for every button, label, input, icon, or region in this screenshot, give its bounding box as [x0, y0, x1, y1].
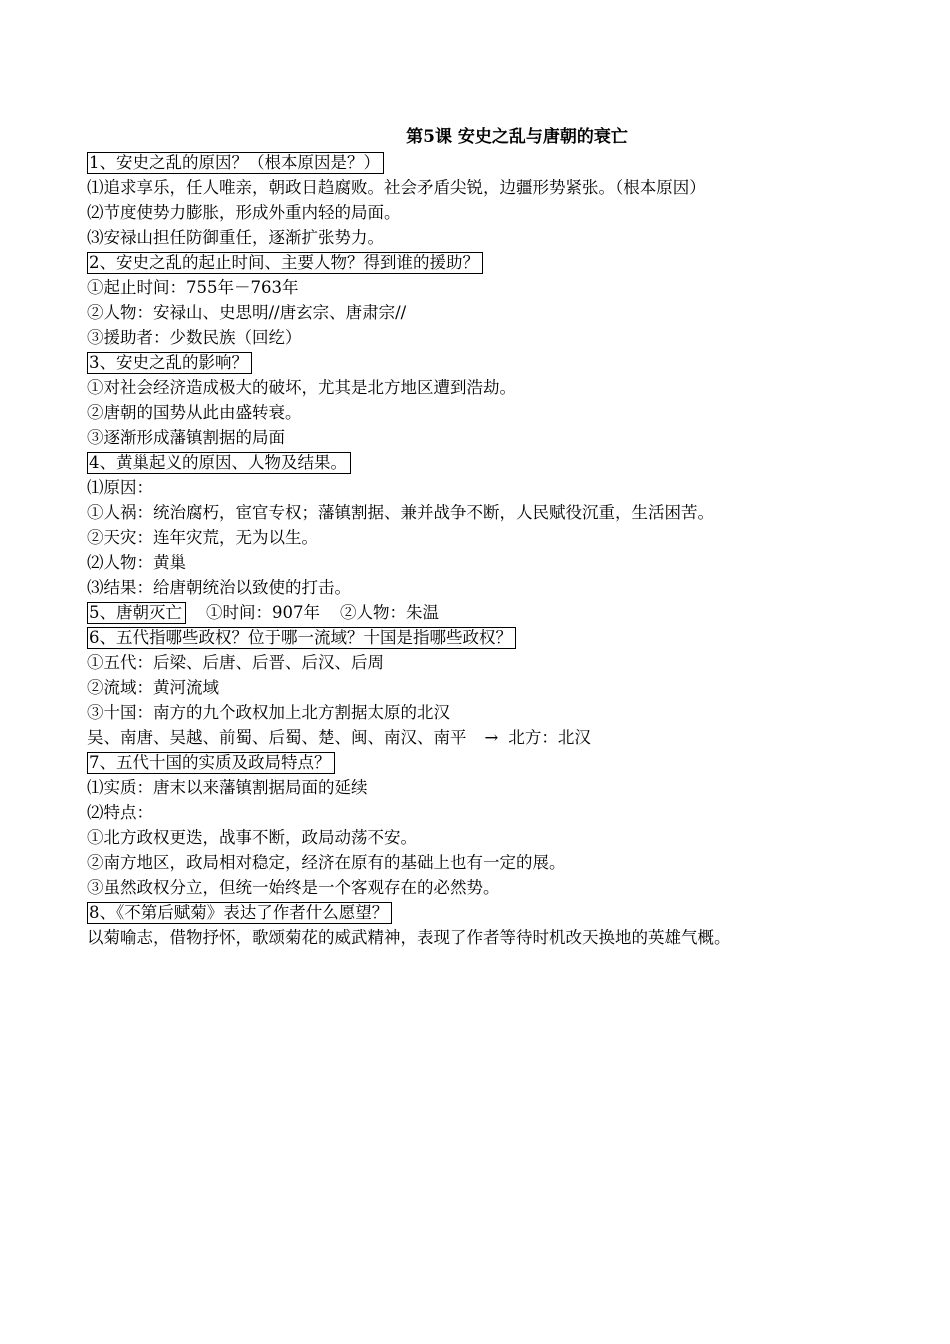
answer-line: ③虽然政权分立，但统一始终是一个客观存在的必然势。 — [87, 878, 500, 897]
page-title: 第5课 安史之乱与唐朝的衰亡 — [406, 127, 628, 147]
fall-person: ②人物：朱温 — [340, 603, 439, 622]
answer-line: ⑴追求享乐，任人唯亲，朝政日趋腐败。社会矛盾尖锐，边疆形势紧张。（根本原因） — [87, 178, 706, 197]
kingdoms-line — [87, 725, 867, 750]
fall-time: ①时间：907年 — [206, 603, 320, 622]
answer-line: ①人祸：统治腐朽，宦官专权；藩镇割据、兼并战争不断，人民赋役沉重，生活困苦。 — [87, 503, 714, 522]
question-5 — [87, 600, 867, 625]
question-box: 8、《不第后赋菊》表达了作者什么愿望？ — [87, 902, 392, 924]
answer-line: ⑴原因： — [87, 478, 153, 497]
answer-line: ⑴实质：唐末以来藩镇割据局面的延续 — [87, 778, 368, 797]
answer-line: ②唐朝的国势从此由盛转衰。 — [87, 403, 302, 422]
question-8 — [87, 900, 867, 925]
answer-line: ①五代：后梁、后唐、后晋、后汉、后周 — [87, 653, 384, 672]
answer-line: ②天灾：连年灾荒，无为以生。 — [87, 528, 318, 547]
answer-line: 以菊喻志，借物抒怀，歌颂菊花的威武精神，表现了作者等待时机改天换地的英雄气概。 — [87, 928, 731, 947]
question-box: 7、五代十国的实质及政局特点？ — [87, 752, 335, 774]
question-box: 3、安史之乱的影响？ — [87, 352, 252, 374]
northern-kingdom: 北方：北汉 — [508, 728, 591, 747]
question-box: 4、黄巢起义的原因、人物及结果。 — [87, 452, 351, 474]
answer-line: ⑶安禄山担任防御重任，逐渐扩张势力。 — [87, 228, 384, 247]
answer-line: ⑵节度使势力膨胀，形成外重内轻的局面。 — [87, 203, 401, 222]
southern-kingdoms: 吴、南唐、吴越、前蜀、后蜀、楚、闽、南汉、南平 — [87, 728, 467, 747]
question-6 — [87, 625, 867, 650]
document-page — [87, 124, 867, 950]
answer-line: ①对社会经济造成极大的破坏，尤其是北方地区遭到浩劫。 — [87, 378, 516, 397]
answer-line: ⑶结果：给唐朝统治以致使的打击。 — [87, 578, 351, 597]
question-box: 2、安史之乱的起止时间、主要人物？得到谁的援助？ — [87, 252, 483, 274]
answer-line: ③逐渐形成藩镇割据的局面 — [87, 428, 285, 447]
answer-line: ③十国：南方的九个政权加上北方割据太原的北汉 — [87, 703, 450, 722]
answer-line: ②流域：黄河流域 — [87, 678, 219, 697]
question-box: 1、安史之乱的原因？（根本原因是？） — [87, 152, 384, 174]
answer-line: ②南方地区，政局相对稳定，经济在原有的基础上也有一定的展。 — [87, 853, 566, 872]
answer-line: ①北方政权更迭，战事不断，政局动荡不安。 — [87, 828, 417, 847]
answer-line: ⑵特点： — [87, 803, 153, 822]
question-1 — [87, 150, 867, 175]
question-7 — [87, 750, 867, 775]
question-4 — [87, 450, 867, 475]
answer-line: ③援助者：少数民族（回纥） — [87, 328, 302, 347]
answer-line: ②人物：安禄山、史思明//唐玄宗、唐肃宗// — [87, 303, 407, 322]
question-box: 6、五代指哪些政权？位于哪一流域？十国是指哪些政权？ — [87, 627, 516, 649]
question-2 — [87, 250, 867, 275]
answer-line: ①起止时间：755年－763年 — [87, 278, 299, 297]
answer-line: ⑵人物：黄巢 — [87, 553, 186, 572]
arrow-icon: → — [484, 728, 499, 747]
question-box: 5、唐朝灭亡 — [87, 602, 186, 624]
question-3 — [87, 350, 867, 375]
